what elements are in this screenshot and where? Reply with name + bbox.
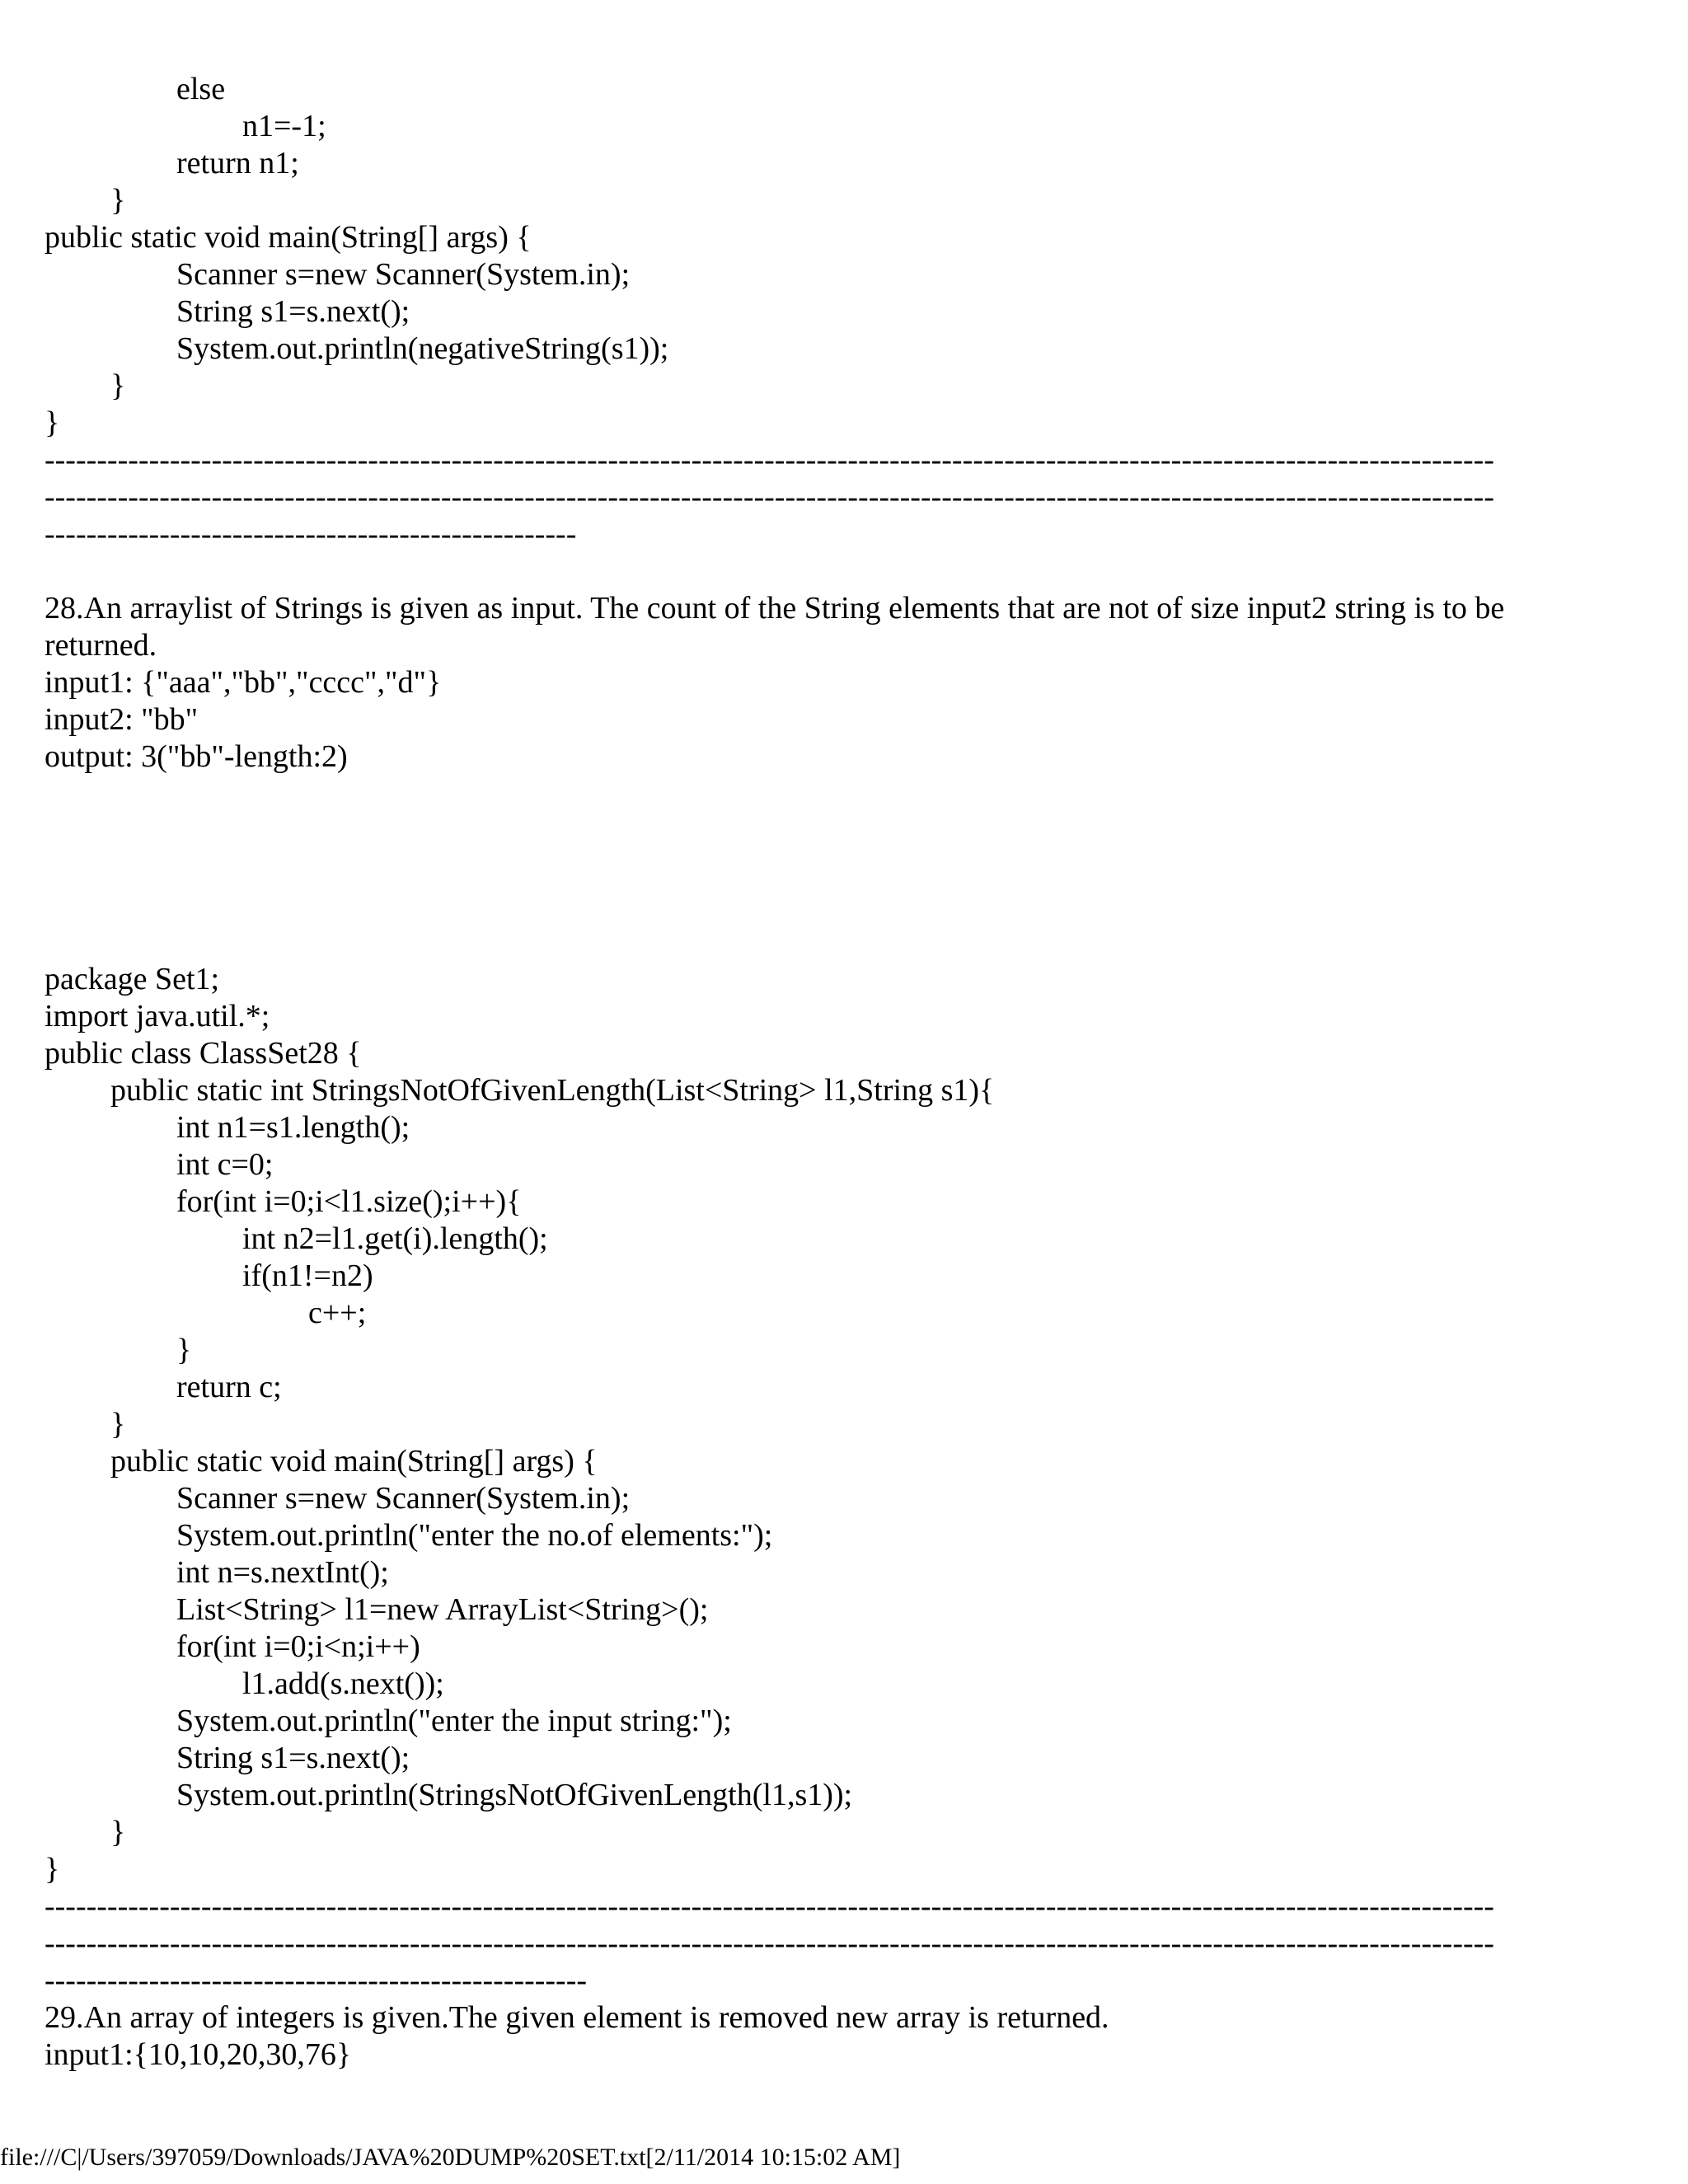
file-path-footer: file:///C|/Users/397059/Downloads/JAVA%20DUMP%20SET.txt[2/11/2014 10:15:02 AM] bbox=[0, 2144, 901, 2171]
code-line: return n1; bbox=[176, 146, 299, 180]
code-line: } bbox=[110, 1815, 126, 1849]
question-text: returned. bbox=[45, 628, 157, 663]
separator-line: ------------------------------------------------------------------------------------------------------------------------------------------- bbox=[45, 480, 1494, 514]
separator-line: ---------------------------------------------------- bbox=[45, 1963, 588, 1998]
code-line: int n2=l1.get(i).length(); bbox=[242, 1221, 548, 1256]
code-line: } bbox=[110, 1407, 126, 1441]
code-line: public static void main(String[] args) { bbox=[45, 220, 532, 255]
code-line: String s1=s.next(); bbox=[176, 1741, 410, 1775]
code-line: int n=s.nextInt(); bbox=[176, 1555, 389, 1590]
code-line: } bbox=[45, 1852, 60, 1886]
code-line: else bbox=[176, 72, 226, 106]
code-line: } bbox=[110, 183, 126, 218]
code-line: } bbox=[110, 368, 126, 403]
separator-line: ------------------------------------------------------------------------------------------------------------------------------------------- bbox=[45, 1889, 1494, 1924]
code-line: for(int i=0;i<n;i++) bbox=[176, 1629, 420, 1664]
code-line: int c=0; bbox=[176, 1147, 274, 1182]
code-line: for(int i=0;i<l1.size();i++){ bbox=[176, 1184, 522, 1219]
question-input1: input1: {"aaa","bb","cccc","d"} bbox=[45, 665, 442, 700]
code-line: l1.add(s.next()); bbox=[242, 1666, 444, 1701]
code-line: package Set1; bbox=[45, 962, 220, 996]
question-text: 29.An array of integers is given.The given element is removed new array is returned. bbox=[45, 2000, 1109, 2035]
separator-line: --------------------------------------------------- bbox=[45, 517, 577, 551]
code-line: } bbox=[176, 1333, 192, 1367]
code-line: Scanner s=new Scanner(System.in); bbox=[176, 257, 631, 292]
code-line: System.out.println("enter the input string:"); bbox=[176, 1704, 732, 1738]
code-line: return c; bbox=[176, 1370, 282, 1404]
question-input1: input1:{10,10,20,30,76} bbox=[45, 2037, 352, 2072]
code-line: public class ClassSet28 { bbox=[45, 1036, 362, 1071]
code-line: String s1=s.next(); bbox=[176, 294, 410, 329]
separator-line: ------------------------------------------------------------------------------------------------------------------------------------------- bbox=[45, 1926, 1494, 1961]
code-line: System.out.println(negativeString(s1)); bbox=[176, 331, 669, 366]
code-line: Scanner s=new Scanner(System.in); bbox=[176, 1481, 631, 1516]
code-line: c++; bbox=[308, 1296, 367, 1330]
code-line: public static int StringsNotOfGivenLength(List<String> l1,String s1){ bbox=[110, 1073, 995, 1108]
code-line: n1=-1; bbox=[242, 109, 326, 143]
code-line: System.out.println("enter the no.of elements:"); bbox=[176, 1518, 773, 1553]
code-line: System.out.println(StringsNotOfGivenLength(l1,s1)); bbox=[176, 1778, 853, 1812]
code-line: List<String> l1=new ArrayList<String>(); bbox=[176, 1592, 709, 1627]
code-line: if(n1!=n2) bbox=[242, 1258, 373, 1293]
code-line: int n1=s1.length(); bbox=[176, 1110, 410, 1145]
question-output: output: 3("bb"-length:2) bbox=[45, 739, 348, 774]
separator-line: ------------------------------------------------------------------------------------------------------------------------------------------- bbox=[45, 443, 1494, 477]
code-line: } bbox=[45, 405, 60, 440]
question-input2: input2: "bb" bbox=[45, 702, 199, 737]
code-line: import java.util.*; bbox=[45, 999, 270, 1033]
question-text: 28.An arraylist of Strings is given as input. The count of the String elements that are not of size input2 string is to be bbox=[45, 591, 1505, 626]
code-line: public static void main(String[] args) { bbox=[110, 1444, 598, 1479]
